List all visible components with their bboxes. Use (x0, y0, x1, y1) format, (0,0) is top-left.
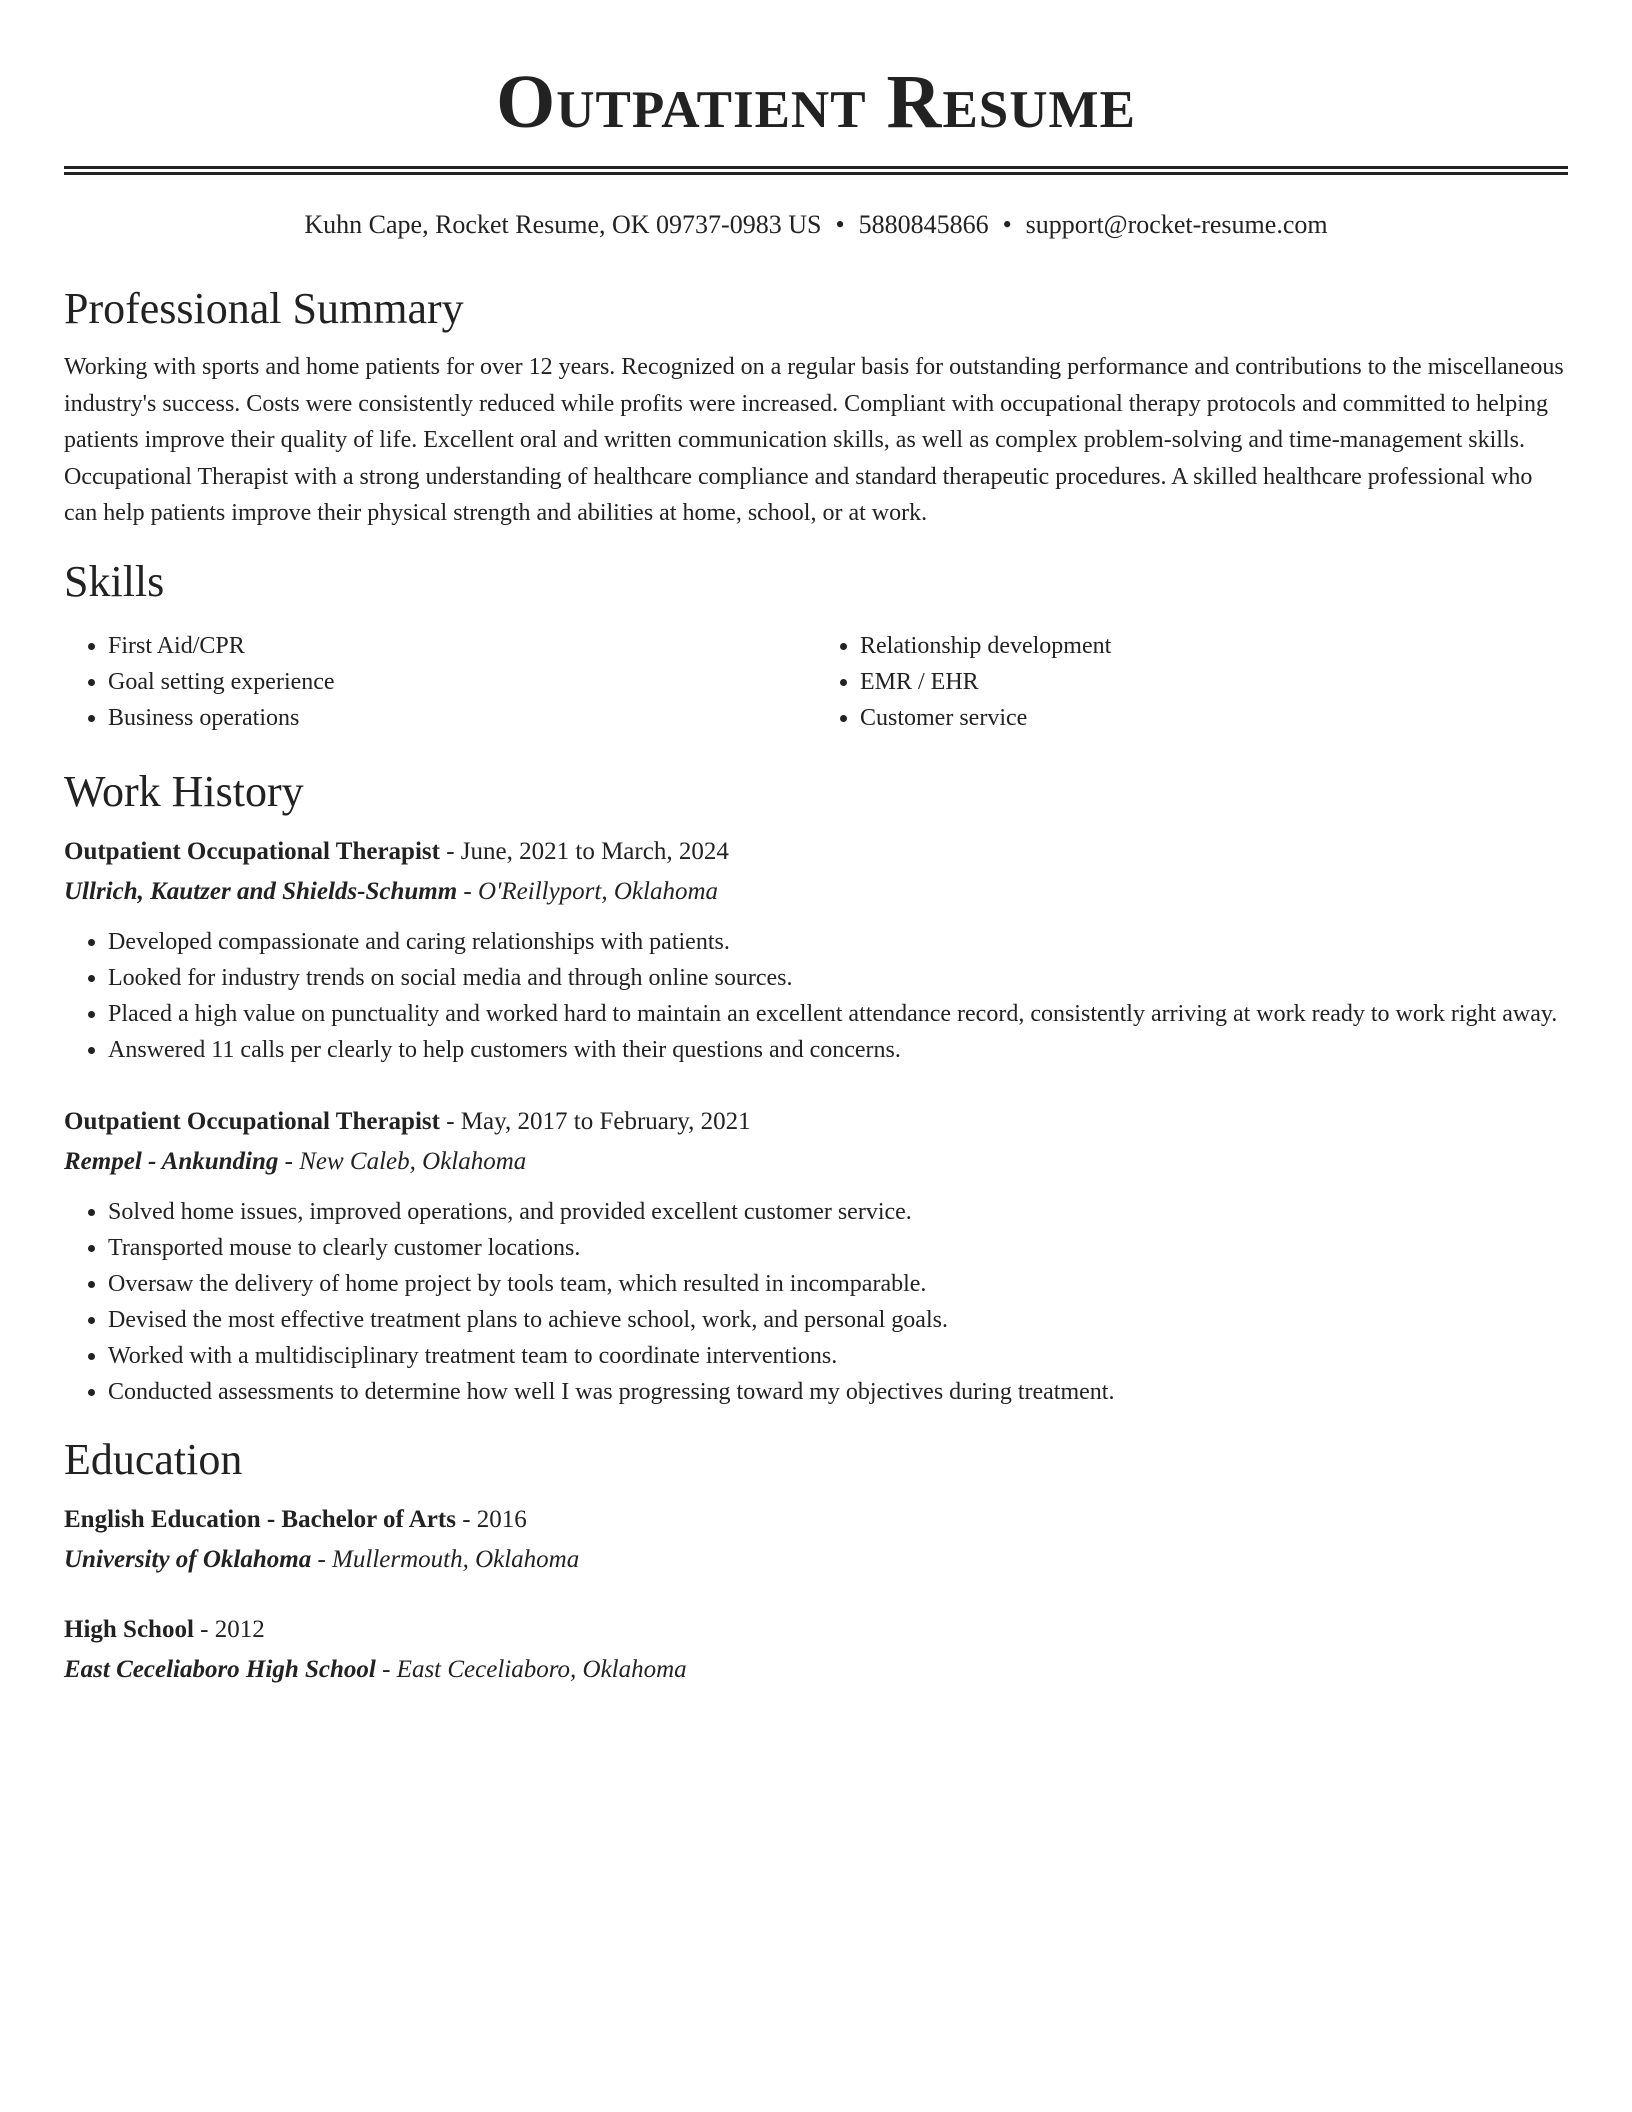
skills-column-right (816, 628, 1568, 736)
education-school: East Ceceliaboro High School (64, 1655, 376, 1683)
job-title-line: Outpatient Occupational Therapist - June, 2021 to March, 2024 (64, 837, 729, 865)
contact-address: Kuhn Cape, Rocket Resume, OK 09737-0983 US (304, 210, 822, 239)
education-entry (64, 1610, 1568, 1690)
job-bullets (64, 924, 1568, 1068)
resume-title: Outpatient Resume (496, 60, 1136, 144)
education-degree: English Education - Bachelor of Arts (64, 1505, 456, 1533)
education-degree: High School (64, 1615, 194, 1643)
job-title: Outpatient Occupational Therapist (64, 1107, 440, 1135)
job-bullet: • Conducted assessments to determine how well I was progressing toward my objectives during treatment. (108, 1374, 1568, 1410)
skill-item: • First Aid/CPR (108, 628, 816, 664)
education-year: 2016 (476, 1505, 527, 1533)
education-school-line: University of Oklahoma - Mullermouth, Oklahoma (64, 1545, 580, 1573)
job-dates: June, 2021 to March, 2024 (460, 837, 729, 865)
job-title-line: Outpatient Occupational Therapist - May, 2017 to February, 2021 (64, 1107, 751, 1135)
job-employer-line: Rempel - Ankunding - New Caleb, Oklahoma (64, 1147, 527, 1175)
summary-heading: Professional Summary (64, 284, 464, 333)
skills-heading: Skills (64, 556, 165, 606)
work-history-heading: Work History (64, 766, 304, 816)
job-bullet: • Solved home issues, improved operations, and provided excellent customer service. (108, 1194, 1568, 1230)
contact-email: support@rocket-resume.com (1025, 210, 1328, 239)
job-bullet: • Developed compassionate and caring relationships with patients. (108, 924, 1568, 960)
contact-phone: 5880845866 (858, 210, 989, 239)
job-bullet: • Transported mouse to clearly customer locations. (108, 1230, 1568, 1266)
job-title: Outpatient Occupational Therapist (64, 837, 440, 865)
contact-line (64, 209, 1568, 241)
education-degree-line: High School - 2012 (64, 1615, 265, 1643)
job-bullet: • Devised the most effective treatment plans to achieve school, work, and personal goals. (108, 1302, 1568, 1338)
contact-separator: • (835, 210, 845, 239)
job-bullet: • Worked with a multidisciplinary treatment team to coordinate interventions. (108, 1338, 1568, 1374)
title-divider (64, 166, 1568, 175)
job-bullet: • Looked for industry trends on social media and through online sources. (108, 960, 1568, 996)
education-location: East Ceceliaboro, Oklahoma (396, 1655, 687, 1683)
job-dates: May, 2017 to February, 2021 (460, 1107, 751, 1135)
skill-item: • Relationship development (860, 628, 1568, 664)
education-school-line: East Ceceliaboro High School - East Ceceliaboro, Oklahoma (64, 1655, 687, 1683)
job-employer-line: Ullrich, Kautzer and Shields-Schumm - O'Reillyport, Oklahoma (64, 877, 719, 905)
job-location: O'Reillyport, Oklahoma (477, 877, 719, 905)
job-employer: Ullrich, Kautzer and Shields-Schumm (64, 877, 458, 905)
contact-separator: • (1002, 210, 1012, 239)
job-entry (64, 832, 1568, 1068)
job-employer: Rempel - Ankunding (64, 1147, 279, 1175)
education-heading: Education (64, 1434, 243, 1484)
job-bullets (64, 1194, 1568, 1410)
skills-list (64, 628, 1568, 736)
education-location: Mullermouth, Oklahoma (332, 1545, 580, 1573)
skill-item: • Customer service (860, 700, 1568, 736)
skills-column-left (64, 628, 816, 736)
job-bullet: • Oversaw the delivery of home project by tools team, which resulted in incomparable. (108, 1266, 1568, 1302)
job-bullet: • Placed a high value on punctuality and worked hard to maintain an excellent attendance record, consistently arriving at work ready to work right away. (108, 996, 1568, 1032)
skill-item: • Business operations (108, 700, 816, 736)
education-degree-line: English Education - Bachelor of Arts - 2016 (64, 1505, 527, 1533)
job-entry (64, 1102, 1568, 1410)
education-school: University of Oklahoma (64, 1545, 312, 1573)
skill-item: • EMR / EHR (860, 664, 1568, 700)
education-year: 2012 (214, 1615, 265, 1643)
education-entry (64, 1500, 1568, 1580)
job-location: New Caleb, Oklahoma (299, 1147, 527, 1175)
summary-text: Working with sports and home patients for over 12 years. Recognized on a regular basis for outstanding performance and contributions to the miscellaneous industry's success. Costs were consistently reduced while profits were increased. Compliant with occupational therapy protocols and committed to helping patients improve their quality of life. Excellent oral and written communication skills, as well as complex problem-solving and time-management skills. Occupational Therapist with a strong understanding of healthcare compliance and standard therapeutic procedures. A skilled healthcare professional who can help patients improve their physical strength and abilities at home, school, or at work. (64, 354, 1564, 526)
skill-item: • Goal setting experience (108, 664, 816, 700)
job-bullet: • Answered 11 calls per clearly to help customers with their questions and concerns. (108, 1032, 1568, 1068)
